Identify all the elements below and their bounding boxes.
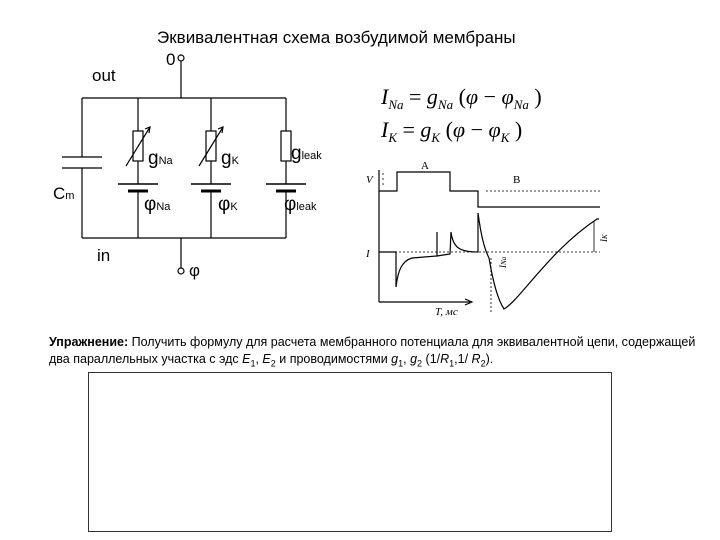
- phi-k-label: φK: [218, 194, 238, 215]
- phi-na-label: φNa: [144, 194, 171, 215]
- capacitor-cm: [62, 98, 102, 238]
- capacitor-label: Cm: [53, 184, 75, 203]
- exercise-text: Упражнение: Получить формулу для расчета мембранного потенциала для эквивалентной цепи, содержащей два параллельных участка с эдс $E_1$, $E_2$ и проводимостями $g_1$, $g_2$ ($1/R_1,1/$ $R_2$).: [49, 335, 696, 369]
- branch-leak: [266, 98, 306, 238]
- plot-label-b: B: [513, 174, 521, 186]
- g-na-label: gNa: [148, 148, 173, 169]
- in-label: in: [97, 246, 111, 265]
- out-label: out: [92, 66, 116, 85]
- voltage-trace: [379, 172, 600, 207]
- plot-label-v: V: [366, 174, 373, 186]
- plot-label-a: A: [421, 160, 429, 172]
- plot-label-ina: INa: [498, 256, 508, 268]
- formula-ina: $I_{Na} = g_{Na}$ ($\varphi - \varphi_{Na}$ ): [381, 84, 542, 112]
- phi-terminal: [178, 268, 184, 274]
- plot-label-time: T, мс: [435, 306, 458, 318]
- current-trace: [379, 213, 599, 309]
- experiment-plot: [379, 170, 600, 312]
- slide-title: Эквивалентная схема возбудимой мембраны: [157, 28, 516, 47]
- phi-leak-label: φleak: [284, 194, 317, 215]
- g-leak-label: gleak: [291, 143, 322, 164]
- answer-box: [88, 372, 612, 532]
- ground-label: 0: [166, 50, 176, 69]
- ground-terminal: [178, 55, 184, 61]
- phi-node-label: φ: [189, 261, 201, 280]
- g-k-label: gK: [221, 148, 239, 169]
- plot-label-ik: IK: [599, 234, 609, 242]
- formula-ik: $I_K = g_K$ ($\varphi - \varphi_K$ ): [381, 117, 523, 145]
- plot-label-i: I: [366, 248, 370, 260]
